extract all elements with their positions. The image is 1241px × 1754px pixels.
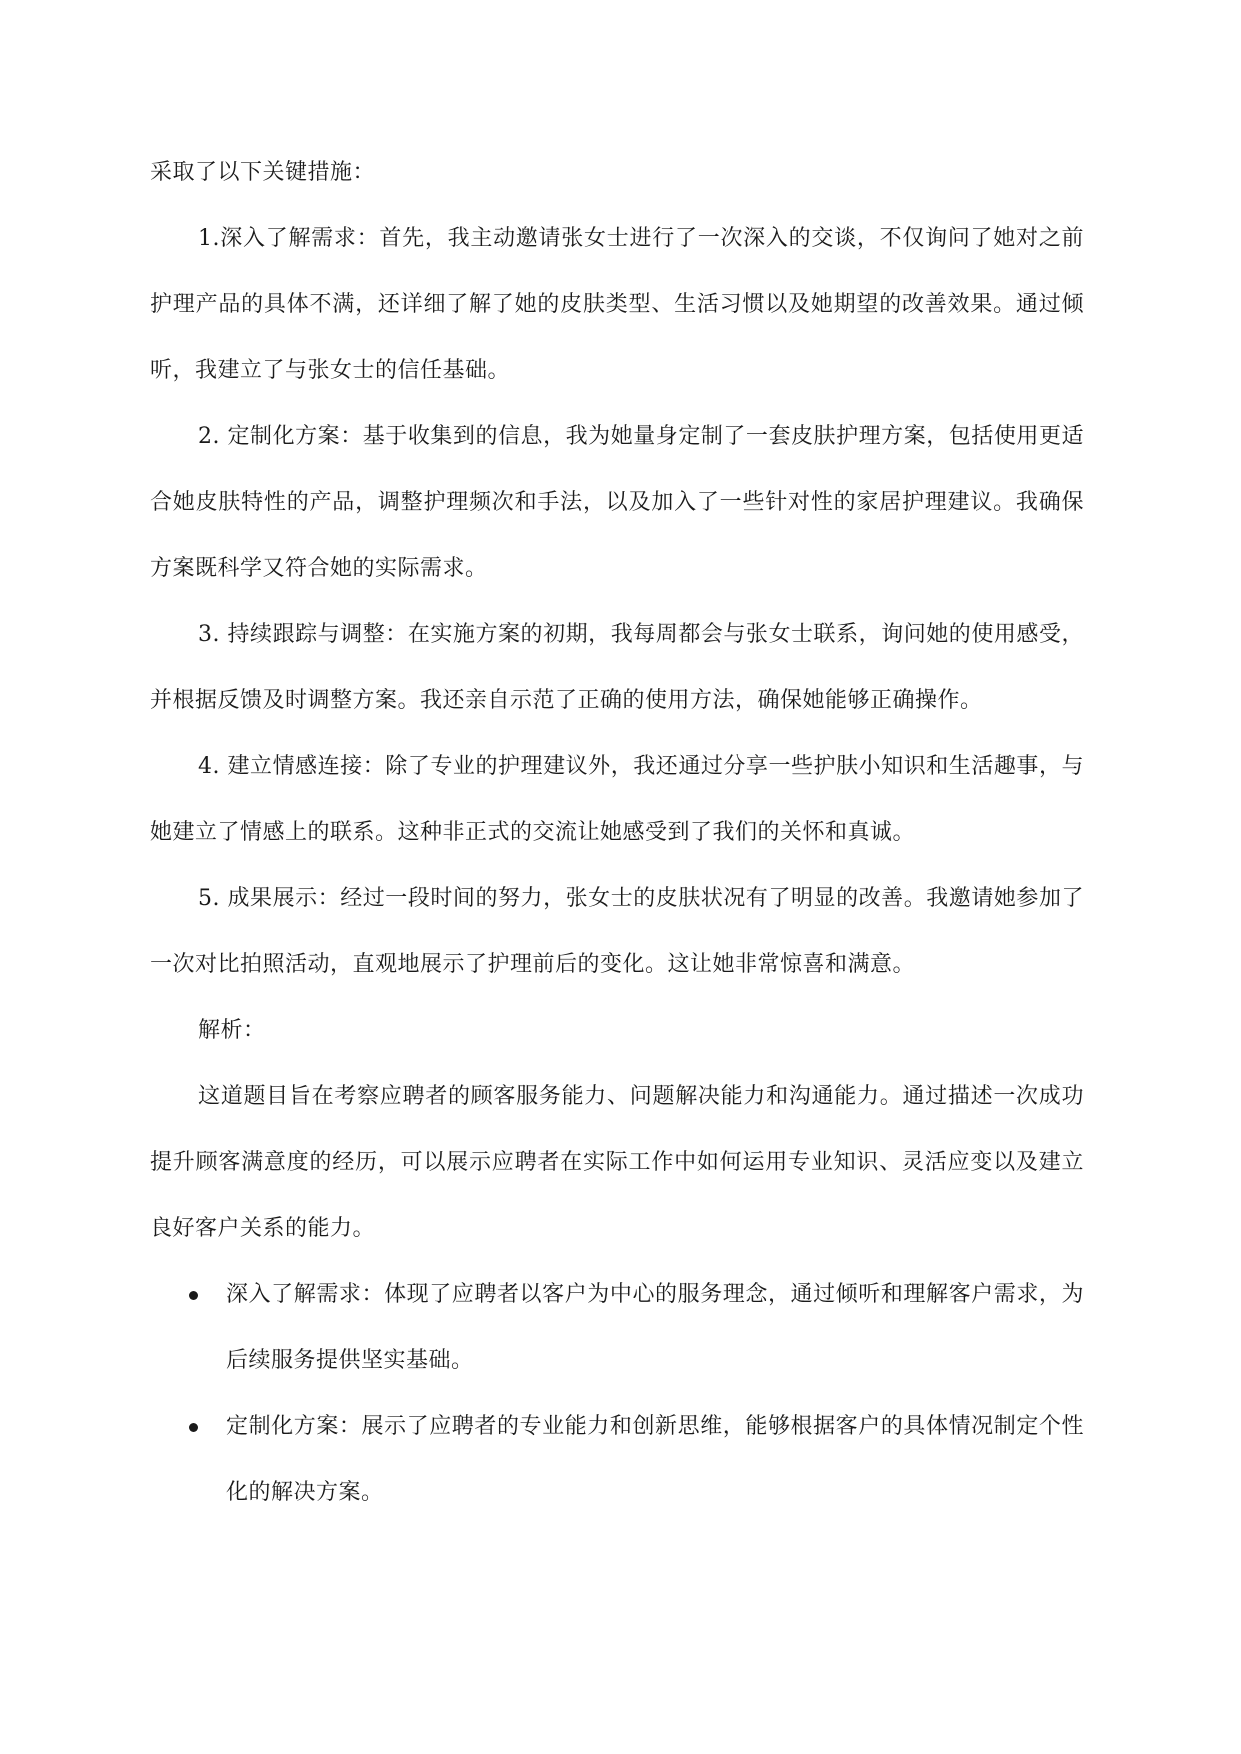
- step-2-paragraph: 2. 定制化方案：基于收集到的信息，我为她量身定制了一套皮肤护理方案，包括使用更适合她皮肤特性的产品，调整护理频次和手法，以及加入了一些针对性的家居护理建议。我确保方案既科学又符合她的实际需求。: [150, 424, 1084, 581]
- step-4-paragraph: 4. 建立情感连接：除了专业的护理建议外，我还通过分享一些护肤小知识和生活趣事，与她建立了情感上的联系。这种非正式的交流让她感受到了我们的关怀和真诚。: [150, 754, 1084, 845]
- analysis-heading: 解析：: [198, 1018, 266, 1043]
- step-5-paragraph: 5. 成果展示：经过一段时间的努力，张女士的皮肤状况有了明显的改善。我邀请她参加了一次对比拍照活动，直观地展示了护理前后的变化。这让她非常惊喜和满意。: [150, 886, 1084, 977]
- analysis-bullet-list: [150, 1262, 1084, 1526]
- document-page: [150, 140, 1084, 1526]
- bullet-dot-icon: [189, 1291, 198, 1300]
- bullet-dot-icon: [189, 1423, 198, 1432]
- bullet-item: [150, 1262, 1084, 1394]
- step-1-paragraph: 1.深入了解需求：首先，我主动邀请张女士进行了一次深入的交谈，不仅询问了她对之前护理产品的具体不满，还详细了解了她的皮肤类型、生活习惯以及她期望的改善效果。通过倾听，我建立了与张女士的信任基础。: [150, 226, 1084, 383]
- step-3-paragraph: 3. 持续跟踪与调整：在实施方案的初期，我每周都会与张女士联系，询问她的使用感受，并根据反馈及时调整方案。我还亲自示范了正确的使用方法，确保她能够正确操作。: [150, 622, 1084, 713]
- bullet-item: [150, 1394, 1084, 1526]
- bullet-text: 深入了解需求：体现了应聘者以客户为中心的服务理念，通过倾听和理解客户需求，为后续服务提供坚实基础。: [226, 1282, 1084, 1373]
- bullet-text: 定制化方案：展示了应聘者的专业能力和创新思维，能够根据客户的具体情况制定个性化的解决方案。: [226, 1414, 1084, 1505]
- analysis-paragraph: 这道题目旨在考察应聘者的顾客服务能力、问题解决能力和沟通能力。通过描述一次成功提升顾客满意度的经历，可以展示应聘者在实际工作中如何运用专业知识、灵活应变以及建立良好客户关系的能力。: [150, 1084, 1084, 1241]
- intro-paragraph: 采取了以下关键措施：: [150, 160, 376, 185]
